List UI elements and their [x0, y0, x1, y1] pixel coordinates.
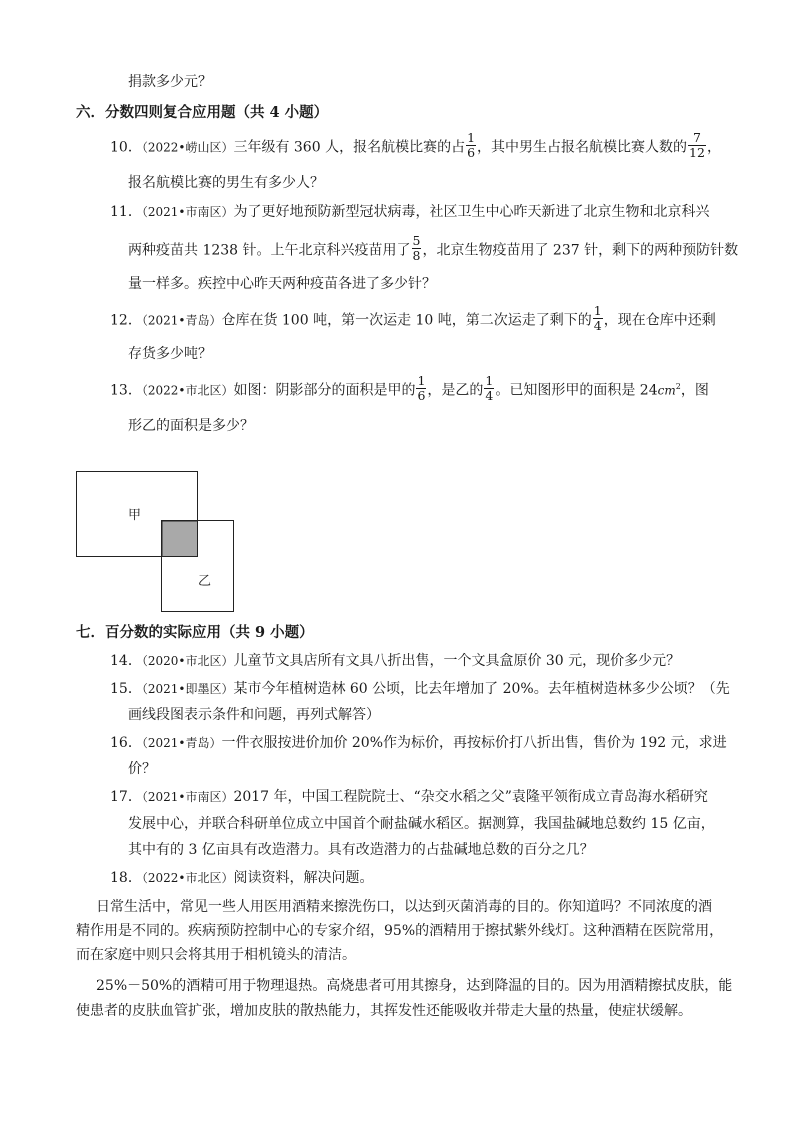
q11-line-2: [128, 233, 739, 265]
q10-source: （2022•崂山区）: [141, 140, 234, 155]
reading-paragraph-1-line-3: 而在家庭中则只会将其用于相机镜头的清洁。: [76, 947, 356, 963]
question-10: [110, 130, 721, 162]
q12-text: 仓库在货 100 吨，第一次运走 10 吨，第二次运走了剩下的: [221, 312, 592, 329]
q13-text-2: ，是乙的: [427, 382, 484, 399]
q13-text: 如图：阴影部分的面积是甲的: [233, 382, 416, 399]
q13-line-2: 形乙的面积是多少？: [128, 418, 254, 434]
q13-text-4: ，图: [680, 382, 709, 399]
q18-number: 18．: [110, 870, 142, 886]
q10-line-2: 报名航模比赛的男生有多少人？: [128, 175, 324, 191]
q12-text-2: ，现在仓库中还剩: [603, 312, 716, 329]
question-15: [110, 679, 730, 699]
q15-number: 15．: [110, 681, 142, 697]
q13-f1-numerator: 1: [417, 373, 426, 388]
section-7-title: 七．百分数的实际应用（共 9 小题）: [76, 624, 314, 641]
q18-source: （2022•市北区）: [141, 871, 234, 885]
q12-line-2: 存货多少吨？: [128, 346, 212, 362]
shaded-overlap: [162, 521, 198, 557]
q12-source: （2021•青岛）: [141, 313, 222, 328]
reading-paragraph-1-line-2: 精作用是不同的。疾病预防控制中心的专家介绍，95%的酒精用于擦拭紫外线灯。这种酒精在医院常用，: [76, 923, 724, 939]
q10-f1-numerator: 1: [467, 130, 476, 145]
q11-text-2: 两种疫苗共 1238 针。上午北京科兴疫苗用了: [128, 242, 411, 259]
q13-f1-denominator: 6: [417, 388, 426, 403]
q13-fraction-1: [416, 374, 426, 403]
q10-f2-denominator: 12: [689, 145, 705, 160]
q14-source: （2020•市北区）: [141, 654, 234, 668]
question-16: [110, 733, 727, 753]
q13-text-3: 。已知图形甲的面积是 24: [495, 382, 658, 399]
q17-line-2: 发展中心，并联合科研单位成立中国首个耐盐碱水稻区。据测算，我国盐碱地总数约 15 亿亩，: [128, 816, 715, 832]
q16-text: 一件衣服按进价加价 20%作为标价，再按标价打八折出售，售价为 192 元，求进: [221, 735, 727, 751]
q12-fraction: [593, 304, 603, 333]
q11-f-denominator: 8: [412, 248, 421, 263]
question-12: [110, 303, 716, 335]
q13-fraction-2: [484, 374, 494, 403]
q15-source: （2021•即墨区）: [141, 682, 234, 696]
q18-text: 阅读资料，解决问题。: [233, 870, 374, 886]
q13-unit: cm: [657, 383, 676, 398]
reading-paragraph-1-line-1: 日常生活中，常见一些人用医用酒精来擦洗伤口，以达到灭菌消毒的目的。你知道吗？不同浓度的酒: [96, 899, 712, 915]
q10-f2-numerator: 7: [688, 131, 706, 146]
q11-text-3: ，北京生物疫苗用了 237 针，剩下的两种预防针数: [422, 242, 739, 259]
q13-f2-numerator: 1: [485, 373, 494, 388]
reading-paragraph-2-line-1: 25%－50%的酒精可用于物理退热。高烧患者可用其擦身，达到降温的目的。因为用酒精擦拭皮肤，能: [96, 978, 733, 994]
q17-source: （2021•市南区）: [141, 790, 234, 804]
q16-source: （2021•青岛）: [141, 736, 222, 750]
label-yi: 乙: [198, 574, 212, 589]
q10-f1-denominator: 6: [467, 145, 476, 160]
q12-f-denominator: 4: [593, 318, 602, 333]
q10-text: 三年级有 360 人，报名航模比赛的占: [233, 139, 466, 156]
q13-f2-denominator: 4: [485, 388, 494, 403]
q11-f-numerator: 5: [412, 233, 421, 248]
q10-number: 10．: [110, 139, 142, 156]
q11-fraction: [412, 234, 422, 263]
q16-number: 16．: [110, 735, 142, 751]
q11-source: （2021•市南区）: [141, 205, 234, 219]
q16-line-2: 价？: [128, 761, 156, 777]
q10-text-2: ，其中男生占报名航模比赛人数的: [477, 139, 688, 156]
question-14: [110, 651, 680, 671]
q13-unit-superscript: 2: [675, 381, 681, 391]
reading-paragraph-2-line-2: 使患者的皮肤血管扩张，增加皮肤的散热能力，其挥发性还能吸收并带走大量的热量，使症状缓解。: [76, 1003, 692, 1019]
q10-fraction-1: [466, 131, 476, 160]
question-17: [110, 787, 708, 807]
q11-number: 11．: [110, 204, 142, 220]
q12-f-numerator: 1: [593, 303, 602, 318]
q14-text: 儿童节文具店所有文具八折出售，一个文具盒原价 30 元，现价多少元？: [233, 653, 681, 669]
q12-number: 12．: [110, 312, 142, 329]
q11-line-3: 量一样多。疾控中心昨天两种疫苗各进了多少针？: [128, 276, 436, 292]
q10-text-3: ，: [706, 139, 721, 156]
q14-number: 14．: [110, 653, 142, 669]
question-18: [110, 868, 373, 888]
q13-number: 13．: [110, 382, 142, 399]
section-6-title: 六．分数四则复合应用题（共 4 小题）: [76, 104, 329, 121]
q13-source: （2022•市北区）: [141, 383, 234, 398]
q17-text: 2017 年，中国工程院院士、“杂交水稻之父”袁隆平领衔成立青岛海水稻研究: [233, 789, 708, 805]
q15-line-2: 画线段图表示条件和问题，再列式解答）: [128, 707, 380, 723]
question-11: [110, 202, 709, 222]
q17-line-3: 其中有的 3 亿亩具有改造潜力。具有改造潜力的占盐碱地总数的百分之几？: [128, 842, 594, 858]
continued-question-text: 捐款多少元？: [128, 74, 212, 90]
q17-number: 17．: [110, 789, 142, 805]
label-jia: 甲: [128, 508, 142, 523]
overlapping-rectangles-figure: [76, 471, 236, 615]
question-13: [110, 373, 709, 405]
q10-fraction-2: [688, 131, 706, 160]
q15-text: 某市今年植树造林 60 公顷，比去年增加了 20%。去年植树造林多少公顷？（先: [233, 681, 730, 697]
q11-text: 为了更好地预防新型冠状病毒，社区卫生中心昨天新进了北京生物和北京科兴: [233, 204, 710, 220]
